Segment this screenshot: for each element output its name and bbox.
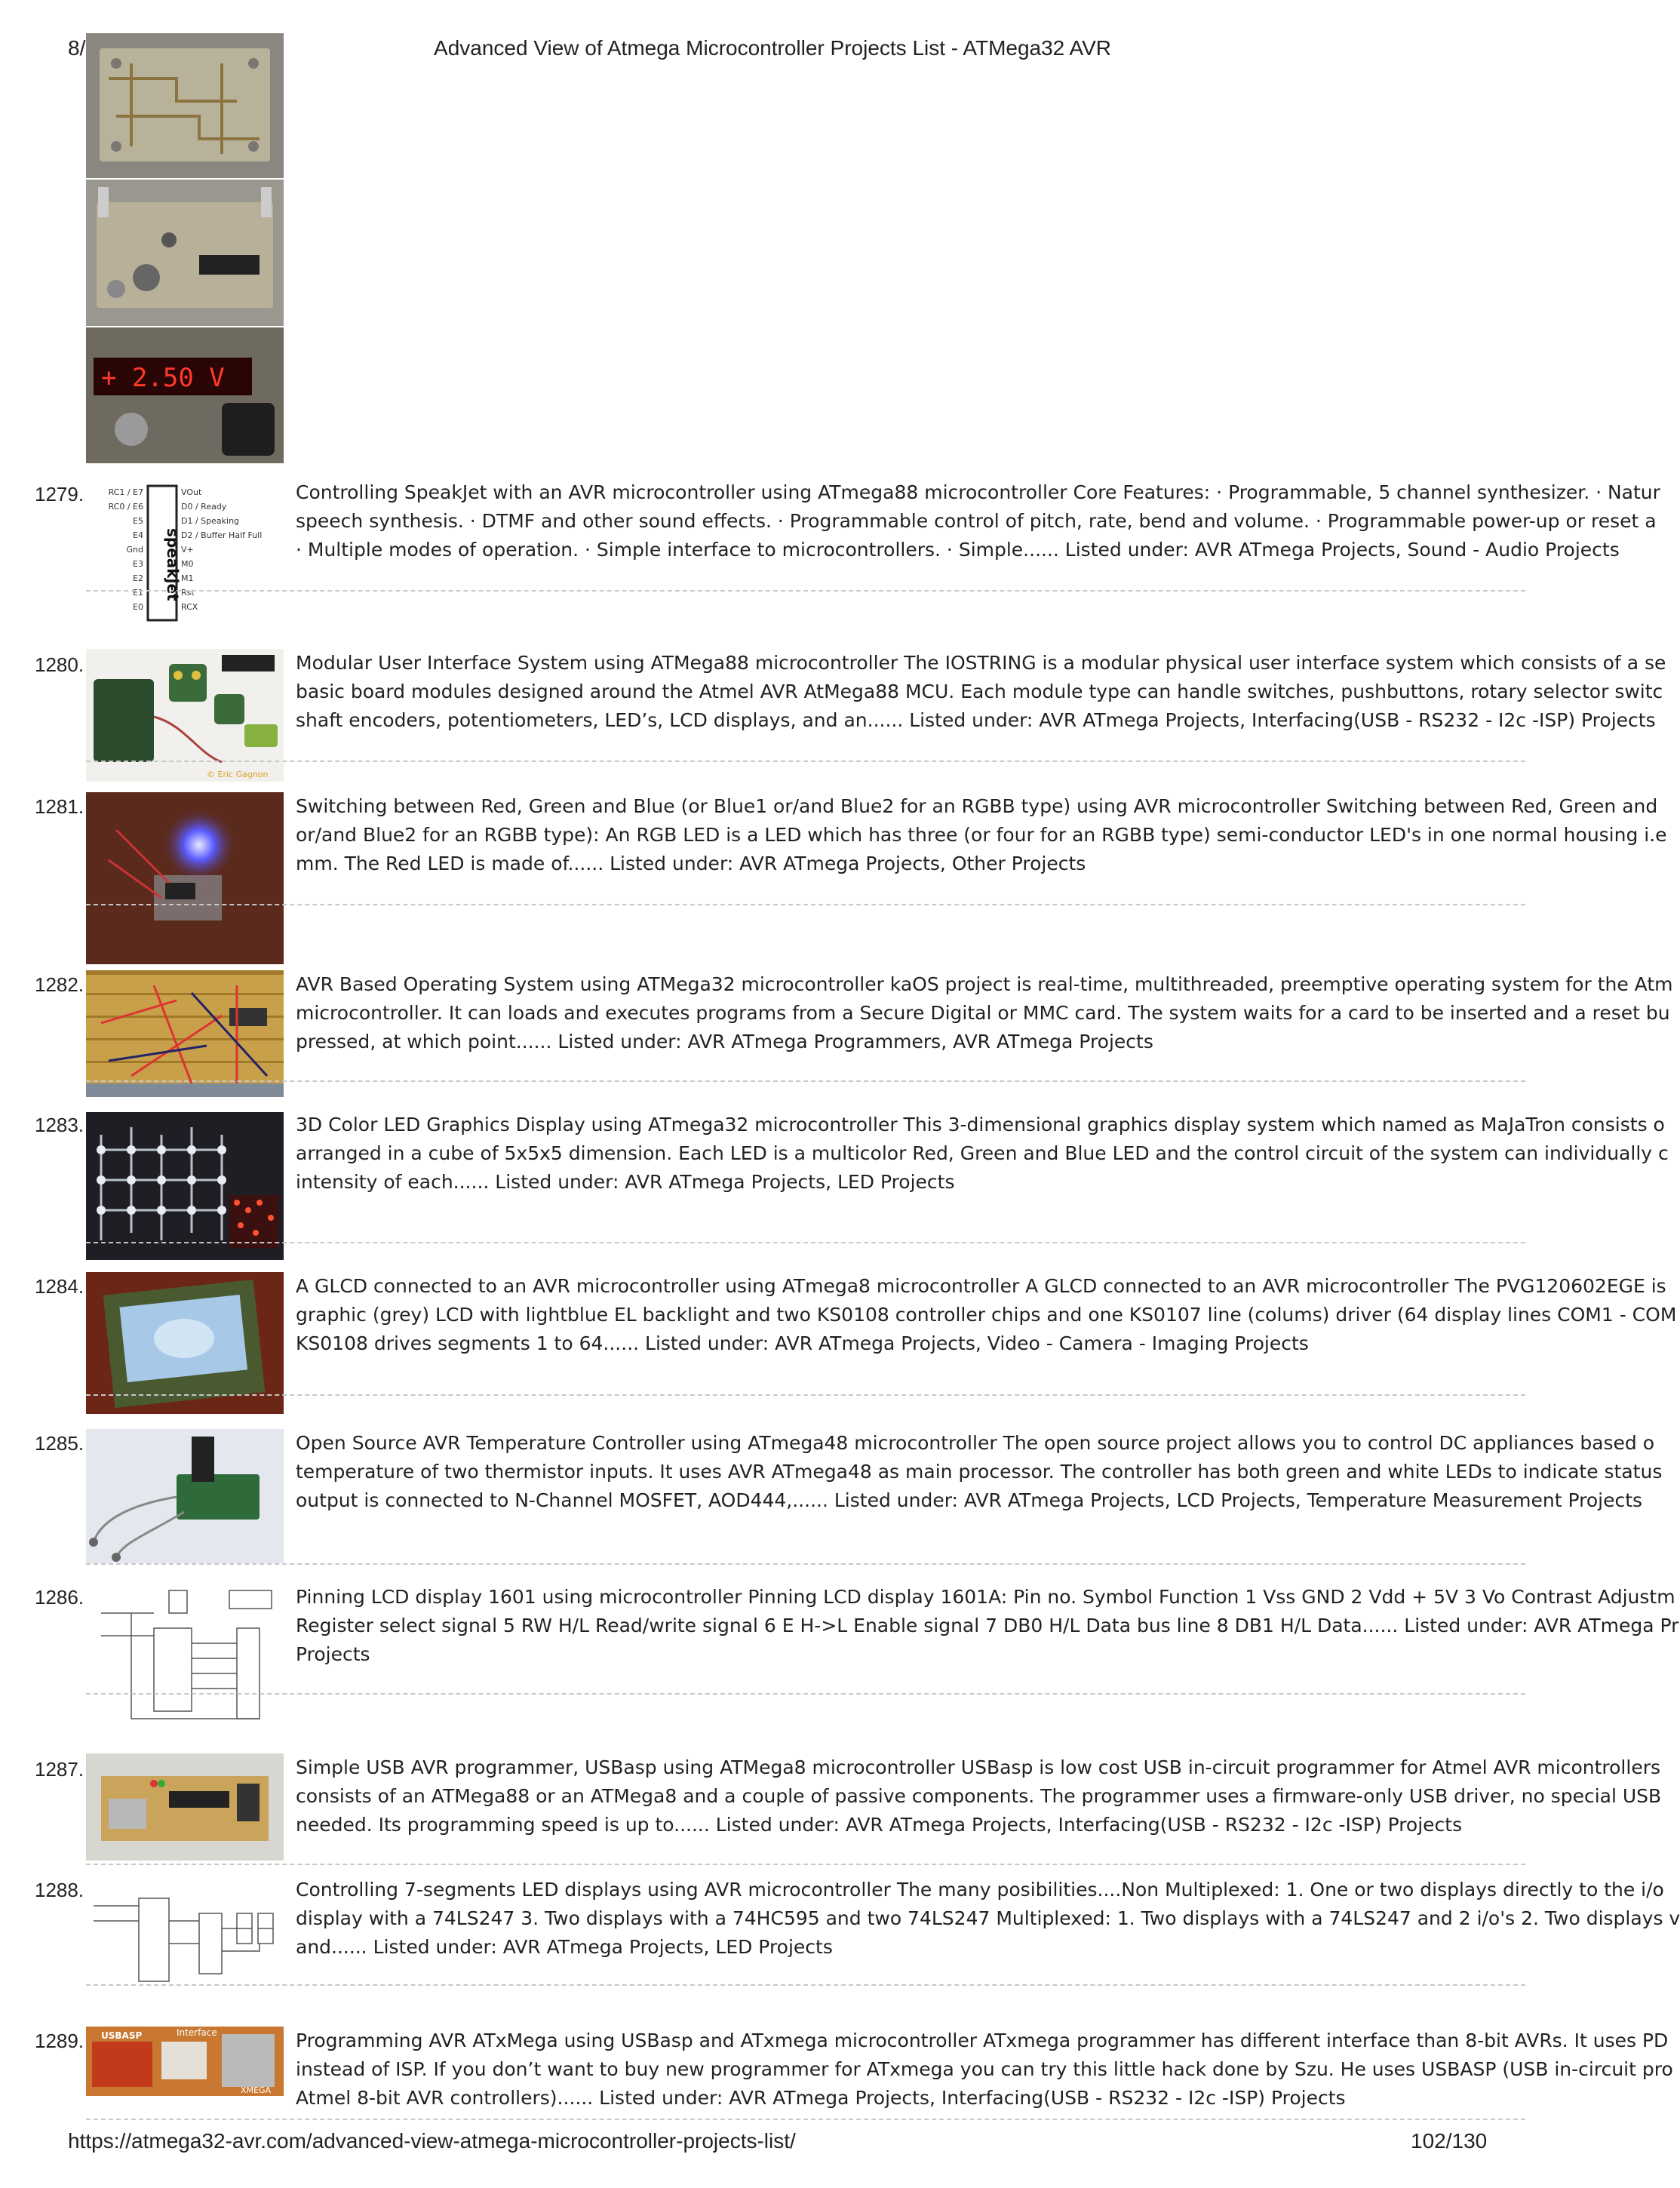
page-number: 102/130 [1411, 2129, 1488, 2153]
entry-number: 1280. [35, 653, 84, 676]
photo-label: XMEGA [241, 2085, 272, 2095]
speakjet-pin-label: V+ [181, 545, 194, 555]
speakjet-pin-label: RCX [181, 602, 198, 612]
entry-number: 1289. [35, 2030, 84, 2052]
entry-number: 1282. [35, 973, 84, 996]
svg-text:+ 2.50 V: + 2.50 V [101, 363, 225, 393]
entry-number: 1287. [35, 1758, 84, 1781]
speakjet-pin-label: RC0 / E6 [108, 502, 143, 512]
thumbnail-atxmega-programmer[interactable] [86, 2027, 284, 2096]
entry-number: 1288. [35, 1879, 84, 1901]
thumbnail-speakjet-pinout[interactable] [86, 483, 284, 623]
speakjet-pin-label: D2 / Buffer Half Full [181, 530, 263, 540]
thumbnail-kaos-breadboard[interactable] [86, 970, 284, 1097]
thumbnail-pcb-bare[interactable] [86, 33, 284, 178]
entry-description[interactable]: Programming AVR ATxMega using USBasp and ATxmega microcontroller ATxmega programmer has different interface than 8-bit AVRs. It uses PD instead of ISP. If you don’t want to buy new programmer for ATxmega you can try this little hack done by Szu. He uses USBASP (USB in-circuit pro Atmel 8-bit AVR controllers)...... Listed under: AVR ATmega Projects, Interfacing(USB - RS232 - I2c -ISP) Projects [296, 2030, 1673, 2109]
speakjet-pin-label: VOut [181, 487, 202, 497]
speakjet-pin-label: Gnd [126, 545, 143, 555]
speakjet-pin-label: E4 [133, 530, 143, 540]
entry-description[interactable]: Open Source AVR Temperature Controller using ATmega48 microcontroller The open source project allows you to control DC appliances based o temperature of two thermistor inputs. It uses AVR ATmega48 as main processor. The controller has both green and white LEDs to indicate status output is connected to N-Channel MOSFET, AOD444,...... Listed under: AVR ATmega Projects, LCD Projects, Temperature Measurement Projects [296, 1432, 1663, 1511]
entry-separator [86, 904, 1525, 905]
entry-description[interactable]: 3D Color LED Graphics Display using ATmega32 microcontroller This 3-dimensional graphics display system which named as MaJaTron consists o arranged in a cube of 5x5x5 dimension. Each LED is a multicolor Red, Green and Blue LED and the control circuit of the system can individually c intensity of each...... Listed under: AVR ATmega Projects, LED Projects [296, 1114, 1669, 1193]
speakjet-pin-label: E0 [133, 602, 143, 612]
entry-separator [86, 1242, 1525, 1243]
speakjet-pin-label: Rst [181, 588, 195, 598]
photo-label: USBASP [101, 2030, 143, 2041]
page-title: Advanced View of Atmega Microcontroller Projects List - ATMega32 AVR [434, 36, 1111, 60]
entry-number: 1285. [35, 1432, 84, 1455]
speakjet-pin-label: M0 [181, 559, 194, 569]
entry-description[interactable]: Controlling SpeakJet with an AVR microcontroller using ATmega88 microcontroller Core Features: · Programmable, 5 channel synthesizer. · Natur speech synthesis. · DTMF and other sound effects. · Programmable control of pitch, rate, bend and volume. · Programmable power-up or reset a · Multiple modes of operation. · Simple interface to microcontrollers. · Simple...... Listed under: AVR ATmega Projects, Sound - Audio Projects [296, 481, 1660, 561]
entry-separator [86, 1693, 1525, 1695]
entry-description[interactable]: AVR Based Operating System using ATMega32 microcontroller kaOS project is real-time, multithreaded, preemptive operating system for the Atm microcontroller. It can loads and executes programs from a Secure Digital or MMC card. The system waits for a card to be inserted and a reset bu pressed, at which point...... Listed under: AVR ATmega Programmers, AVR ATmega Projects [296, 973, 1673, 1053]
entry-description[interactable]: Switching between Red, Green and Blue (or Blue1 or/and Blue2 for an RGBB type) using AVR microcontroller Switching between Red, Green and or/and Blue2 for an RGBB type): An RGB LED is a LED which has three (or four for an RGBB type) semi-conductor LED's in one normal housing i.e mm. The Red LED is made of...... Listed under: AVR ATmega Projects, Other Projects [296, 795, 1667, 874]
thumbnail-rgb-led[interactable] [86, 792, 284, 964]
entry-number: 1283. [35, 1114, 84, 1136]
speakjet-pin-label: D0 / Ready [181, 502, 227, 512]
speakjet-pin-label: E5 [133, 516, 143, 526]
entry-description[interactable]: Modular User Interface System using ATMega88 microcontroller The IOSTRING is a modular physical user interface system which consists of a se basic board modules designed around the Atmel AVR AtMega88 MCU. Each module type can handle switches, pushbuttons, rotary selector switc shaft encoders, potentiometers, LED’s, LCD displays, and an...... Listed under: AVR ATmega Projects, Interfacing(USB - RS232 - I2c -ISP) Projects [296, 652, 1666, 731]
speakjet-pin-label: D1 / Speaking [181, 516, 240, 526]
entry-separator [86, 1080, 1525, 1082]
thumbnail-led-voltmeter[interactable] [86, 327, 284, 463]
speakjet-chip-label: speakjet [164, 528, 182, 601]
thumbnail-lcd-schematic[interactable] [86, 1583, 284, 1732]
thumbnail-glcd[interactable] [86, 1272, 284, 1414]
speakjet-pin-label: M1 [181, 573, 194, 583]
entry-separator [86, 761, 1525, 762]
entry-separator [86, 1394, 1525, 1396]
thumbnail-pcb-assembled[interactable] [86, 180, 284, 326]
entry-separator [86, 590, 1525, 592]
entry-description[interactable]: Controlling 7-segments LED displays using AVR microcontroller The many posibilities....Non Multiplexed: 1. One or two displays directly to the i/o display with a 74LS247 3. Two displays with a 74HC595 and two 74LS247 Multiplexed: 1. Two displays with a 74LS247 and 2 i/o's 2. Two displays v and...... Listed under: AVR ATmega Projects, LED Projects [296, 1879, 1680, 1958]
thumbnail-usbasp-board[interactable] [86, 1753, 284, 1861]
entry-number: 1281. [35, 795, 84, 818]
entry-separator [86, 1563, 1525, 1565]
thumbnail-led-cube[interactable] [86, 1112, 284, 1260]
entry-separator [86, 1864, 1525, 1865]
entry-separator [86, 2119, 1525, 2120]
entry-separator [86, 1984, 1525, 1986]
photo-label: Interface [177, 2027, 217, 2038]
entry-description[interactable]: Simple USB AVR programmer, USBasp using ATMega8 microcontroller USBasp is low cost USB in-circuit programmer for Atmel AVR micontrollers consists of an ATMega88 or an ATMega8 and a couple of passive components. The programmer uses a firmware-only USB driver, no special USB needed. Its programming speed is up to...... Listed under: AVR ATmega Projects, Interfacing(USB - RS232 - I2c -ISP) Projects [296, 1756, 1662, 1836]
entry-number: 1284. [35, 1275, 84, 1298]
entry-description[interactable]: Pinning LCD display 1601 using microcontroller Pinning LCD display 1601A: Pin no. Symbol Function 1 Vss GND 2 Vdd + 5V 3 Vo Contrast Adjustm Register select signal 5 RW H/L Read/write signal 6 E H->L Enable signal 7 DB0 H/L Data bus line 8 DB1 H/L Data...... Listed under: AVR ATmega Pr Projects [296, 1586, 1679, 1665]
entry-number: 1279. [35, 483, 84, 506]
speakjet-pin-label: E3 [133, 559, 143, 569]
speakjet-pin-label: RC1 / E7 [108, 487, 143, 497]
header-date: 8/ [68, 36, 86, 60]
photo-watermark: © Eric Gagnon [207, 770, 269, 779]
entry-description[interactable]: A GLCD connected to an AVR microcontroller using ATmega8 microcontroller A GLCD connected to an AVR microcontroller The PVG120602EGE is graphic (grey) LCD with lightblue EL backlight and two KS0108 controller chips and one KS0107 line (colums) driver (64 display lines COM1 - COM KS0108 drives segments 1 to 64...... Listed under: AVR ATmega Projects, Video - Camera - Imaging Projects [296, 1275, 1677, 1354]
thumbnail-temperature-controller[interactable] [86, 1429, 284, 1563]
speakjet-pin-label: E1 [133, 588, 143, 598]
speakjet-pin-label: E2 [133, 573, 143, 583]
entry-number: 1286. [35, 1586, 84, 1609]
footer-url[interactable]: https://atmega32-avr.com/advanced-view-atmega-microcontroller-projects-list/ [68, 2129, 796, 2153]
